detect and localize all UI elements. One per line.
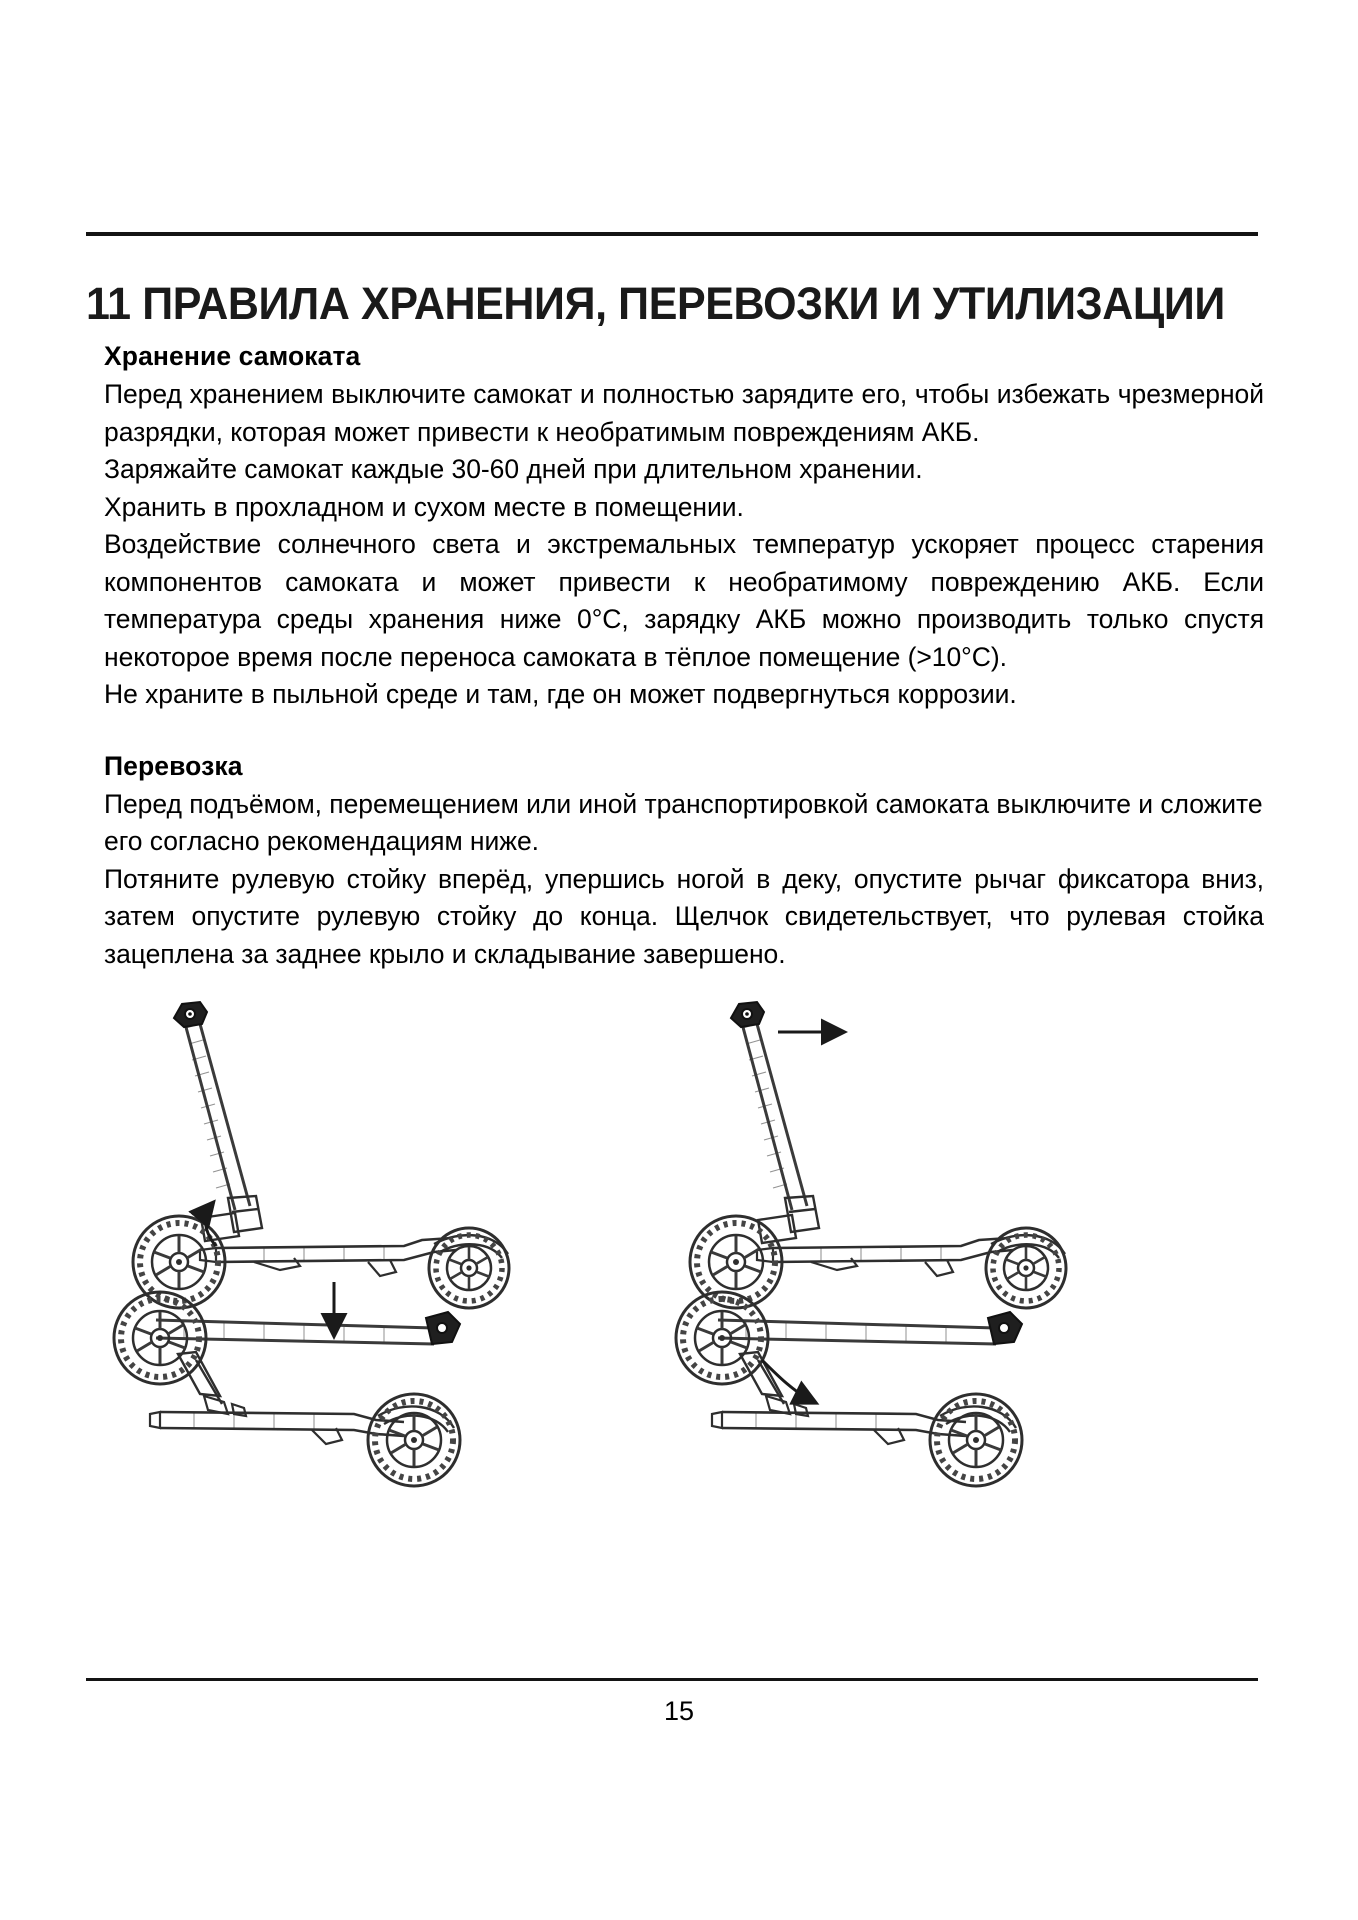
figure-panel-2: [690, 1002, 1066, 1308]
page-title: 11 ПРАВИЛА ХРАНЕНИЯ, ПЕРЕВОЗКИ И УТИЛИЗАЦИИ: [86, 278, 1225, 330]
handlebar-head-1: [174, 1002, 207, 1027]
section-heading-storage: Хранение самоката: [104, 341, 361, 371]
rear-wheel-1: [429, 1228, 509, 1308]
handlebar-head-3: [426, 1312, 460, 1344]
section-spacer: [104, 714, 1264, 748]
deck-2: [757, 1238, 1013, 1276]
deck-3: [150, 1396, 404, 1444]
figure-panel-1: [133, 1002, 509, 1308]
paragraph-storage-4: Воздействие солнечного света и экстремальных температур ускоряет процесс старения компонентов самоката и может привести к необратимому повреждению АКБ. Если температура среды хранения ниже 0°C, зарядку АКБ можно производить только спустя некоторое время после переноса самоката в тёплое помещение (>10°C).: [104, 529, 1264, 672]
figure-panel-4: [676, 1292, 1022, 1486]
deck-1: [200, 1238, 456, 1276]
paragraph-transport-2: Потяните рулевую стойку вперёд, упершись ногой в деку, опустите рычаг фиксатора вниз, затем опустите рулевую стойку до конца. Щелчок свидетельствует, что рулевая стойка зацеплена за заднее крыло и складывание завершено.: [104, 863, 1264, 969]
paragraph-storage-3: Хранить в прохладном и сухом месте в помещении.: [104, 491, 744, 522]
steering-column-2: [740, 1013, 807, 1210]
scooter-folding-diagram: [104, 1000, 1264, 1540]
steering-column-1: [183, 1013, 250, 1210]
handlebar-head-2: [731, 1002, 764, 1027]
document-body: [104, 338, 1264, 973]
section-storage: [104, 338, 1264, 714]
paragraph-storage-1: Перед хранением выключите самокат и полностью зарядите его, чтобы избежать чрезмерной разрядки, которая может привести к необратимым повреждениям АКБ.: [104, 379, 1264, 447]
handlebar-head-4: [988, 1312, 1022, 1344]
page-number: 15: [663, 1696, 695, 1726]
deck-4: [712, 1396, 966, 1444]
rear-wheel-4: [930, 1394, 1022, 1486]
paragraph-storage-5: Не храните в пыльной среде и там, где он может подвергнуться коррозии.: [104, 679, 1017, 709]
section-transport: [104, 748, 1264, 974]
footer-divider: [86, 1678, 1258, 1681]
paragraph-transport-1: Перед подъёмом, перемещением или иной транспортировкой самоката выключите и сложите его согласно рекомендациям ниже.: [104, 788, 1263, 856]
rear-wheel-2: [986, 1228, 1066, 1308]
section-heading-transport: Перевозка: [104, 750, 243, 781]
folding-instructions-figure: [104, 1000, 1264, 1540]
rear-wheel-3: [368, 1394, 460, 1486]
paragraph-storage-2: Заряжайте самокат каждые 30-60 дней при длительном хранении.: [104, 454, 923, 484]
figure-panel-3: [114, 1282, 460, 1486]
header-divider: [86, 232, 1258, 236]
